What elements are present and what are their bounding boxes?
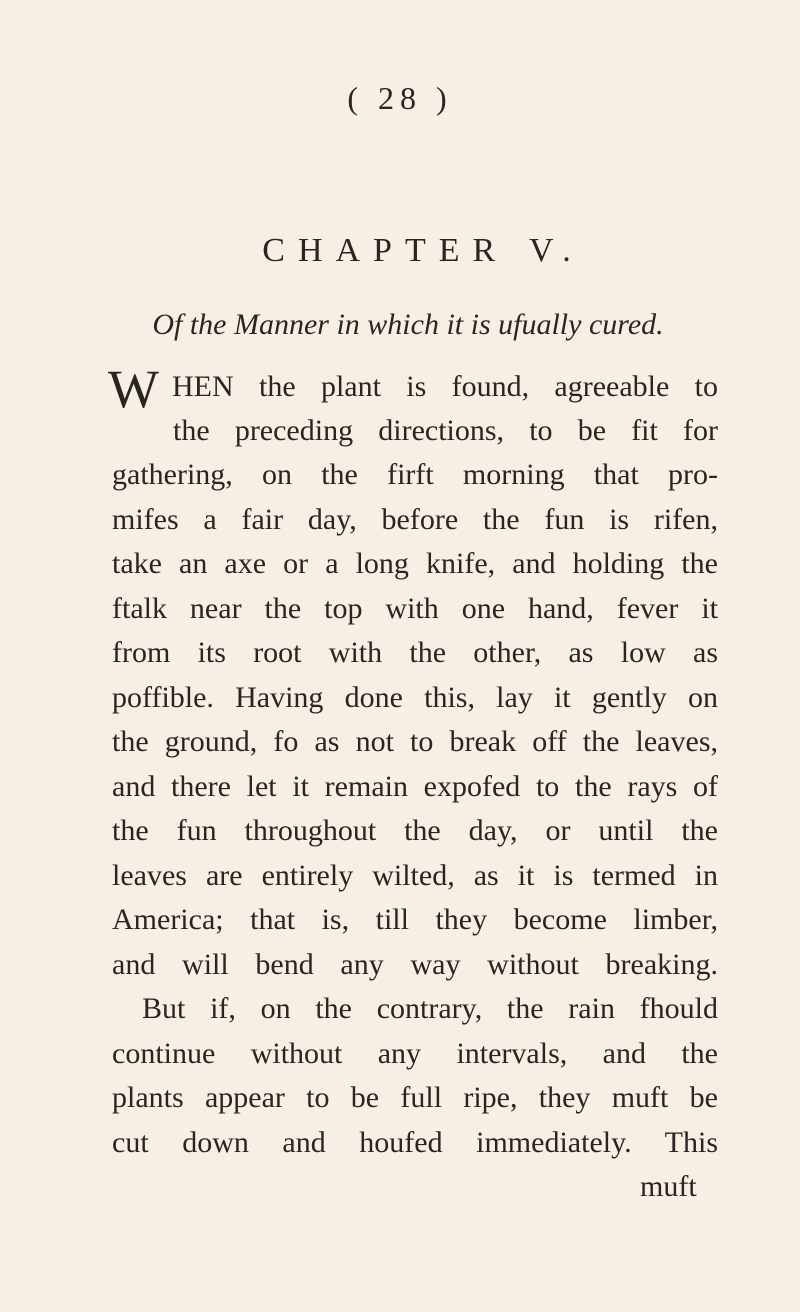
text-line: gathering, on the firft morning that pro- xyxy=(112,458,718,491)
text-line: and there let it remain expofed to the rays of xyxy=(112,770,718,803)
text-line: America; that is, till they become limber, xyxy=(112,903,718,936)
chapter-title: Of the Manner in which it is ufually cured. xyxy=(152,308,664,341)
text-line: ftalk near the top with one hand, fever it xyxy=(112,592,718,625)
text-line: the ground, fo as not to break off the leaves, xyxy=(112,725,718,758)
text-line: from its root with the other, as low as xyxy=(112,636,718,669)
catchword: muft xyxy=(640,1170,697,1203)
text-line: the preceding directions, to be fit for xyxy=(173,414,718,447)
text-line: the fun throughout the day, or until the xyxy=(112,814,718,847)
text-line: take an axe or a long knife, and holding the xyxy=(112,547,718,580)
text-line: poffible. Having done this, lay it gently on xyxy=(112,681,718,714)
text-line: cut down and houfed immediately. This xyxy=(112,1126,718,1159)
drop-cap: W xyxy=(108,359,153,419)
text-line: mifes a fair day, before the fun is rifen, xyxy=(112,503,718,536)
text-line: plants appear to be full ripe, they muft be xyxy=(112,1081,718,1114)
chapter-heading: CHAPTER V. xyxy=(262,232,584,269)
text-line: leaves are entirely wilted, as it is termed in xyxy=(112,859,718,892)
text-line: But if, on the contrary, the rain fhould xyxy=(142,992,718,1025)
text-line-first: HEN the plant is found, agreeable to xyxy=(172,370,718,403)
text-line: and will bend any way without breaking. xyxy=(112,948,718,981)
text-line: continue without any intervals, and the xyxy=(112,1037,718,1070)
page-number: ( 28 ) xyxy=(347,80,453,116)
